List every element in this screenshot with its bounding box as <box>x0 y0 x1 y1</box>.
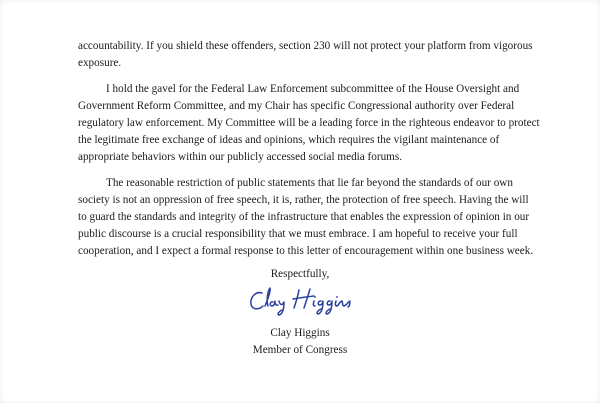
paragraph-accountability: accountability. If you shield these offenders, section 230 will not protect your platform from vigorous exposure. <box>78 40 533 69</box>
letter-body <box>78 38 540 269</box>
paragraph-free-speech: The reasonable restriction of public statements that lie far beyond the standards of our own society is not an oppression of free speech, it is, rather, the protection of free speech. Having the will to guard the standards and integrity of the infrastructure that enables the expression of opinion in our public discourse is a crucial responsibility that we must embrace. I am hopeful to receive your full cooperation, and I expect a formal response to this letter of encouragement within one business week. <box>78 177 534 257</box>
closing-salutation: Respectfully, <box>270 268 330 280</box>
paragraph-committee-authority: I hold the gavel for the Federal Law Enforcement subcommittee of the House Oversight and Government Reform Committee, and my Chair has specific Congressional authority over Federal regulatory law enforcement. My Committee will be a leading force in the righteous endeavor to protect the legitimate free exchange of ideas and opinions, which requires the vigilant maintenance of appropriate behaviors within our publicly accessed social media forums. <box>78 83 540 163</box>
handwritten-signature <box>244 284 364 318</box>
signer-title: Member of Congress <box>252 344 348 356</box>
signer-name: Clay Higgins <box>270 327 330 339</box>
